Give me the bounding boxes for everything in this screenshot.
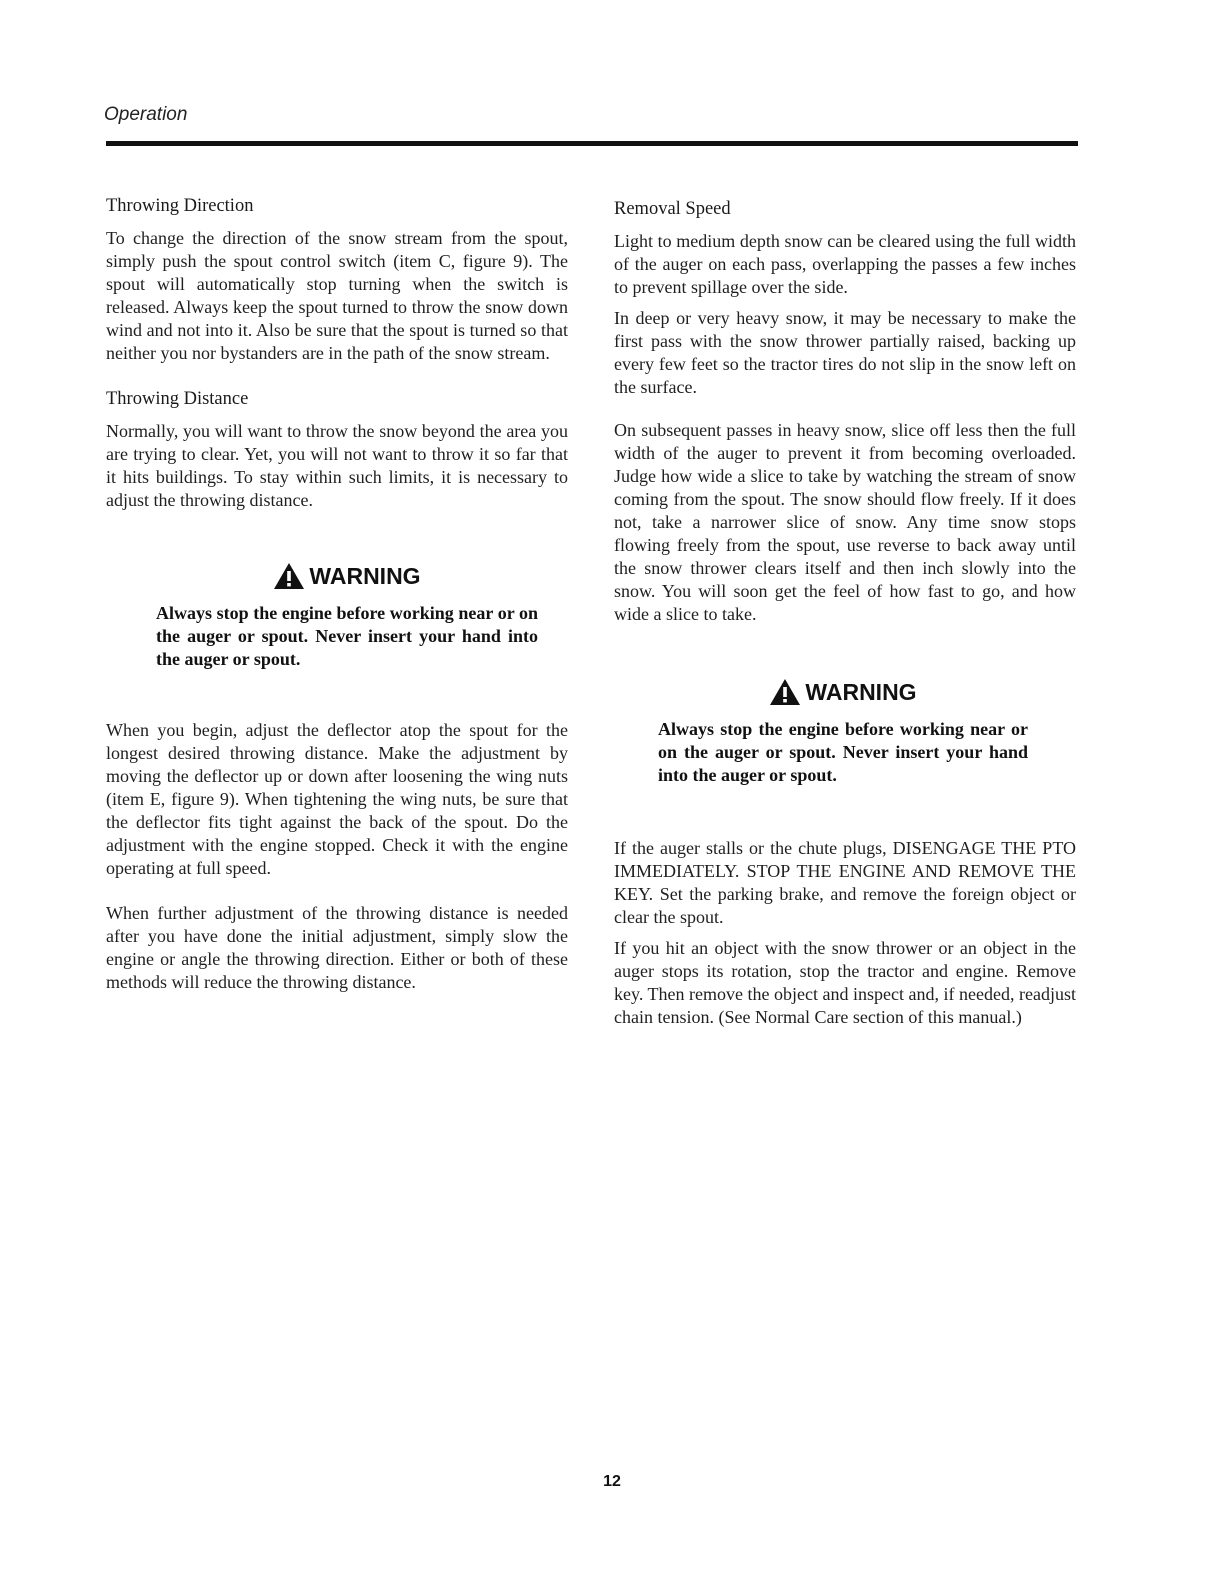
paragraph-deep-snow: In deep or very heavy snow, it may be necessary to make the first pass with the snow thrower partially raised, backing up every few feet so the tractor tires do not slip in the snow left on the surface. — [614, 308, 1076, 397]
warning-triangle-icon — [769, 678, 801, 706]
warning-label-right: WARNING — [805, 678, 917, 705]
page-number: 12 — [603, 1473, 621, 1490]
right-column — [614, 199, 1076, 1049]
warning-title-left — [156, 562, 538, 590]
warning-box-left — [156, 562, 538, 671]
warning-text-left: Always stop the engine before working near or on the auger or spout. Never insert your hand into the auger or spout. — [156, 603, 538, 669]
paragraph-throwing-direction: To change the direction of the snow stream from the spout, simply push the spout control switch (item C, figure 9). The spout will automatically stop turning when the switch is released. Always keep the spout turned to throw the snow down wind and not into it. Also be sure that the spout is turned so that neither you nor bystanders are in the path of the snow stream. — [106, 228, 568, 363]
section-header: Operation — [104, 104, 188, 125]
warning-triangle-icon — [273, 562, 305, 590]
warning-title-right — [658, 678, 1028, 706]
heading-throwing-direction: Throwing Direction — [106, 196, 254, 216]
paragraph-adjust-deflector: When you begin, adjust the deflector atop the spout for the longest desired throwing distance. Make the adjustment by moving the deflector up or down after loosening the wing nuts (item E, figure 9). When tightening the wing nuts, be sure that the deflector fits tight against the back of the spout. Do the adjustment with the engine stopped. Check it with the engine operating at full speed. — [106, 720, 568, 878]
paragraph-light-snow: Light to medium depth snow can be cleared using the full width of the auger on each pass, overlapping the passes a few inches to prevent spillage over the side. — [614, 231, 1076, 297]
heading-removal-speed: Removal Speed — [614, 199, 731, 219]
paragraph-hit-object: If you hit an object with the snow thrower or an object in the auger stops its rotation, stop the tractor and engine. Remove key. Then remove the object and inspect and, if needed, readjust chain tension. (See Normal Care section of this manual.) — [614, 938, 1076, 1027]
paragraph-further-adjustment: When further adjustment of the throwing distance is needed after you have done the initial adjustment, simply slow the engine or angle the throwing direction. Either or both of these methods will reduce the throwing distance. — [106, 903, 568, 992]
warning-box-right — [658, 678, 1028, 787]
paragraph-throwing-distance: Normally, you will want to throw the snow beyond the area you are trying to clear. Yet, you will not want to throw it so far that it hits buildings. To stay within such limits, it is necessary to adjust the throwing distance. — [106, 421, 568, 510]
warning-text-right: Always stop the engine before working near or on the auger or spout. Never insert your hand into the auger or spout. — [658, 719, 1028, 785]
paragraph-subsequent-passes: On subsequent passes in heavy snow, slice off less then the full width of the auger to prevent it from becoming overloaded. Judge how wide a slice to take by watching the stream of snow coming from the spout. The snow should flow freely. If it does not, take a narrower slice of snow. Any time snow stops flowing freely from the spout, use reverse to back away until the snow thrower clears itself and then inch slowly into the snow. You will soon get the feel of how fast to go, and how wide a slice to take. — [614, 420, 1076, 624]
left-column — [106, 196, 568, 1014]
header-rule — [106, 141, 1078, 146]
paragraph-auger-stall: If the auger stalls or the chute plugs, DISENGAGE THE PTO IMMEDIATELY. STOP THE ENGINE AND REMOVE THE KEY. Set the parking brake, and remove the foreign object or clear the spout. — [614, 838, 1076, 927]
warning-label-left: WARNING — [309, 562, 421, 589]
heading-throwing-distance: Throwing Distance — [106, 389, 249, 409]
